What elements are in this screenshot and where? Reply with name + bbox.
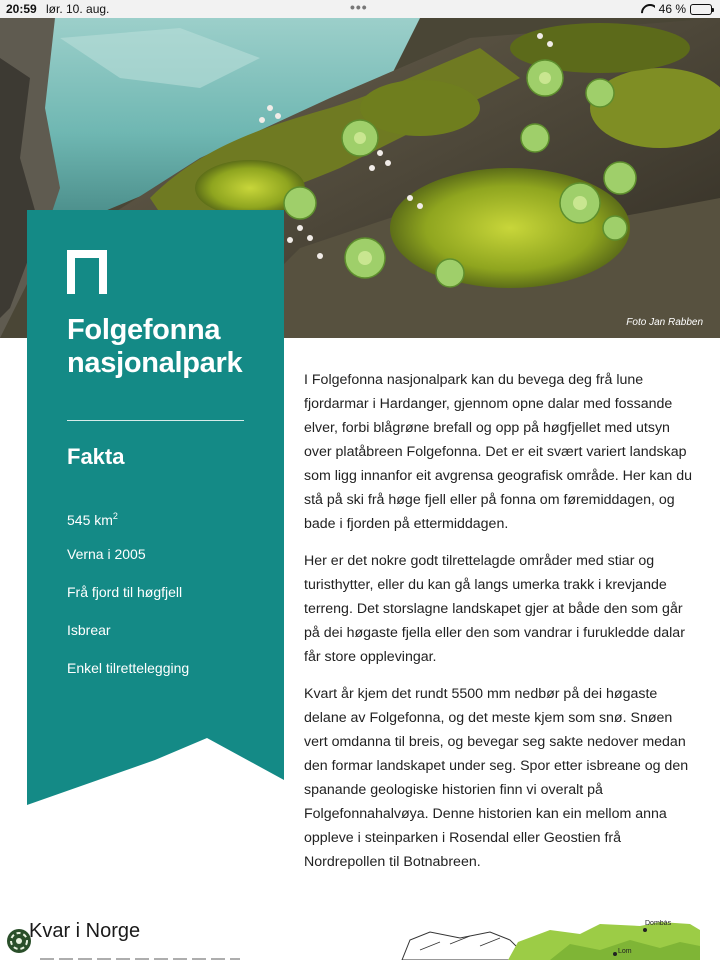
map-label-lom: Lom <box>618 948 632 955</box>
photo-credit: Foto Jan Rabben <box>626 317 703 328</box>
national-park-logo-icon <box>67 250 107 294</box>
status-bar <box>0 0 720 18</box>
article-body <box>304 368 696 887</box>
fact-item: Frå fjord til høgfjell <box>67 584 183 600</box>
cropped-text-line <box>40 954 240 960</box>
fact-item: Verna i 2005 <box>67 546 146 562</box>
battery-icon <box>690 4 712 15</box>
where-in-norway-heading: Kvar i Norge <box>29 920 141 942</box>
facts-list <box>67 507 189 697</box>
status-right <box>641 2 712 16</box>
status-date: lør. 10. aug. <box>46 2 110 16</box>
battery-percent: 46 % <box>658 2 686 16</box>
location-map[interactable] <box>400 920 700 960</box>
fact-area-unit: 2 <box>112 511 118 521</box>
article-paragraph: Kvart år kjem det rundt 5500 mm nedbør på dei høgaste delane av Folgefonna, og det meste kjem som snø. Snøen vert omdanna til breis, og bevegar seg sakte nedover medan den formar landskapet under seg. Spor etter isbreane og den spanande geologiske historien finn vi overalt på Folgefonnahalvøya. Denne historien kan ein mellom anna oppleve i steinparken i Rosendal eller Geostien frå Nordrepollen til Botnabreen. <box>304 686 689 870</box>
fact-area-value: 545 km <box>67 512 113 528</box>
fact-item: Isbrear <box>67 622 111 638</box>
wifi-icon <box>641 4 655 14</box>
status-time: 20:59 <box>6 2 37 16</box>
park-title: Folgefonna nasjonalpark <box>67 314 243 379</box>
multitasking-dots-icon[interactable]: ••• <box>350 0 368 15</box>
article-paragraph: Her er det nokre godt tilrettelagde områder med stiar og turisthytter, eller du kan gå langs umerka trakk i krevjande terreng. Det storslagne landskapet gjer at både den som går på dei høgaste fjella eller den som vandrar i furukledde dalar får store opplevingar. <box>304 553 685 665</box>
fact-area <box>67 507 189 545</box>
fact-panel <box>27 210 284 805</box>
panel-divider <box>67 420 244 421</box>
map-label-dombas: Dombås <box>645 920 672 927</box>
fact-item: Enkel tilrettelegging <box>67 660 190 676</box>
article-paragraph: I Folgefonna nasjonalpark kan du bevega deg frå lune fjordarmar i Hardanger, gjennom opne dalar med fossande elver, forbi blågrøne brefall og opp på høgfjellet med utsyn over platåbreen Folgefonna. Det er eit svært variert landskap som ligg innanfor eit avgrensa geografisk område. Her kan du stå på ski frå høge fjell eller på fonna om føremiddagen, og bade i fjorden på ettermiddagen. <box>304 372 693 532</box>
facts-heading: Fakta <box>67 444 125 469</box>
